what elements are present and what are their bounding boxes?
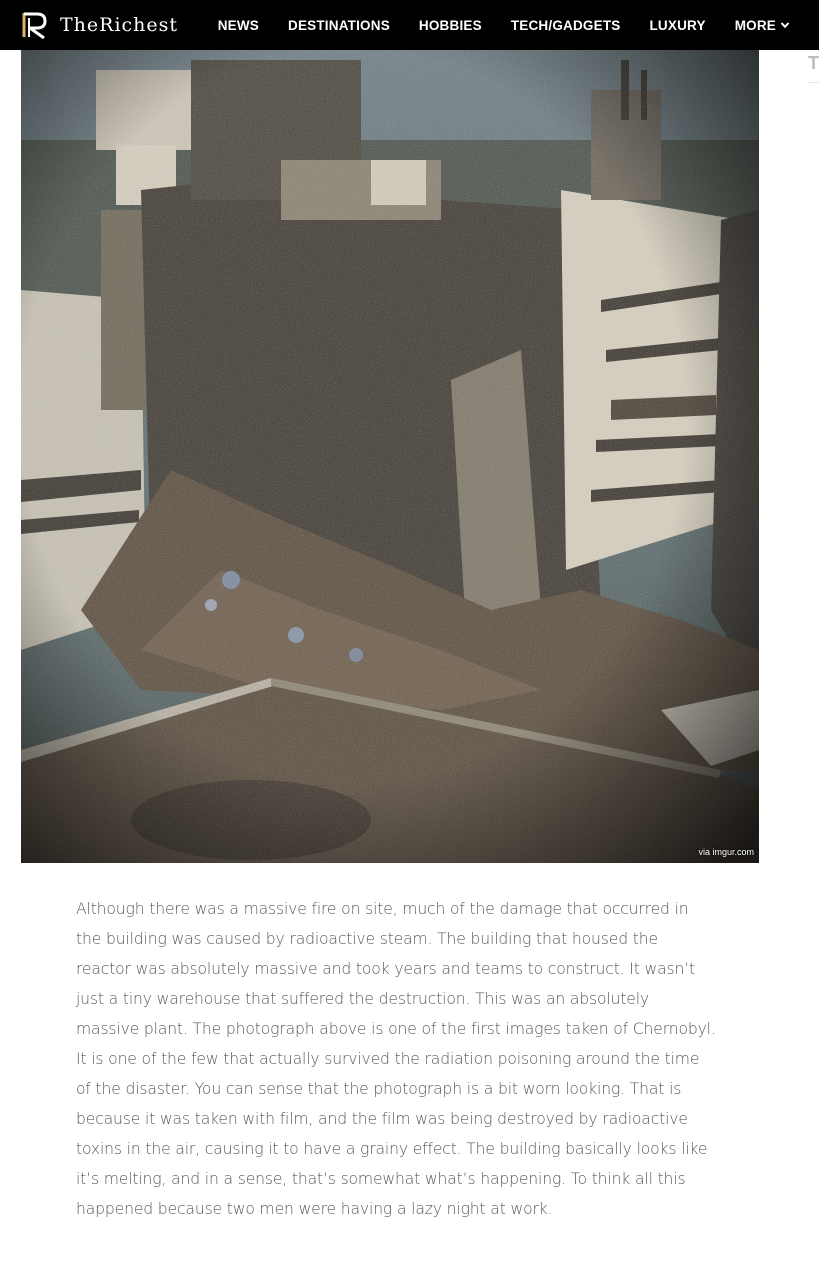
- nav-label: DESTINATIONS: [288, 17, 390, 33]
- main-nav: [218, 0, 819, 50]
- chevron-down-icon: [780, 20, 790, 30]
- photo-credit[interactable]: via imgur.com: [698, 847, 754, 857]
- sidebar-widget-partial: [808, 52, 819, 86]
- nav-label: TECH/GADGETS: [510, 17, 621, 33]
- nav-label: HOBBIES: [418, 17, 482, 33]
- article-body: [76, 894, 716, 1224]
- nav-label: LUXURY: [649, 17, 706, 33]
- nav-item-more[interactable]: [735, 18, 790, 33]
- nav-item-hobbies[interactable]: [419, 18, 482, 33]
- nav-item-tech-gadgets[interactable]: [511, 18, 621, 33]
- top-navigation-bar: [0, 0, 819, 50]
- article-photo: [21, 50, 759, 863]
- nav-label: NEWS: [217, 17, 259, 33]
- sidebar-heading-partial: T: [808, 53, 819, 73]
- brand-name: TheRichest: [60, 14, 179, 36]
- site-logo[interactable]: [20, 0, 190, 50]
- sidebar-divider: [808, 82, 819, 83]
- chernobyl-reactor-photo: [21, 50, 759, 863]
- nav-item-destinations[interactable]: [288, 18, 390, 33]
- logo-r-icon: [20, 9, 52, 41]
- article-paragraph: Although there was a massive fire on site, much of the damage that occurred in the building was caused by radioactive steam. The building that housed the reactor was absolutely massive and took years and teams to construct. It wasn’t just a tiny warehouse that suffered the destruction. This was an absolutely massive plant. The photograph above is one of the first images taken of Chernobyl. It is one of the few that actually survived the radiation poisoning around the time of the disaster. You can sense that the photograph is a bit worn looking. That is because it was taken with film, and the film was being destroyed by radioactive toxins in the air, causing it to have a grainy effect. The building basically looks like it’s melting, and in a sense, that’s somewhat what’s happening. To think all this happened because two men were having a lazy night at work.: [76, 900, 716, 1218]
- nav-item-luxury[interactable]: [649, 18, 705, 33]
- nav-item-news[interactable]: [218, 18, 259, 33]
- nav-label: MORE: [734, 17, 776, 33]
